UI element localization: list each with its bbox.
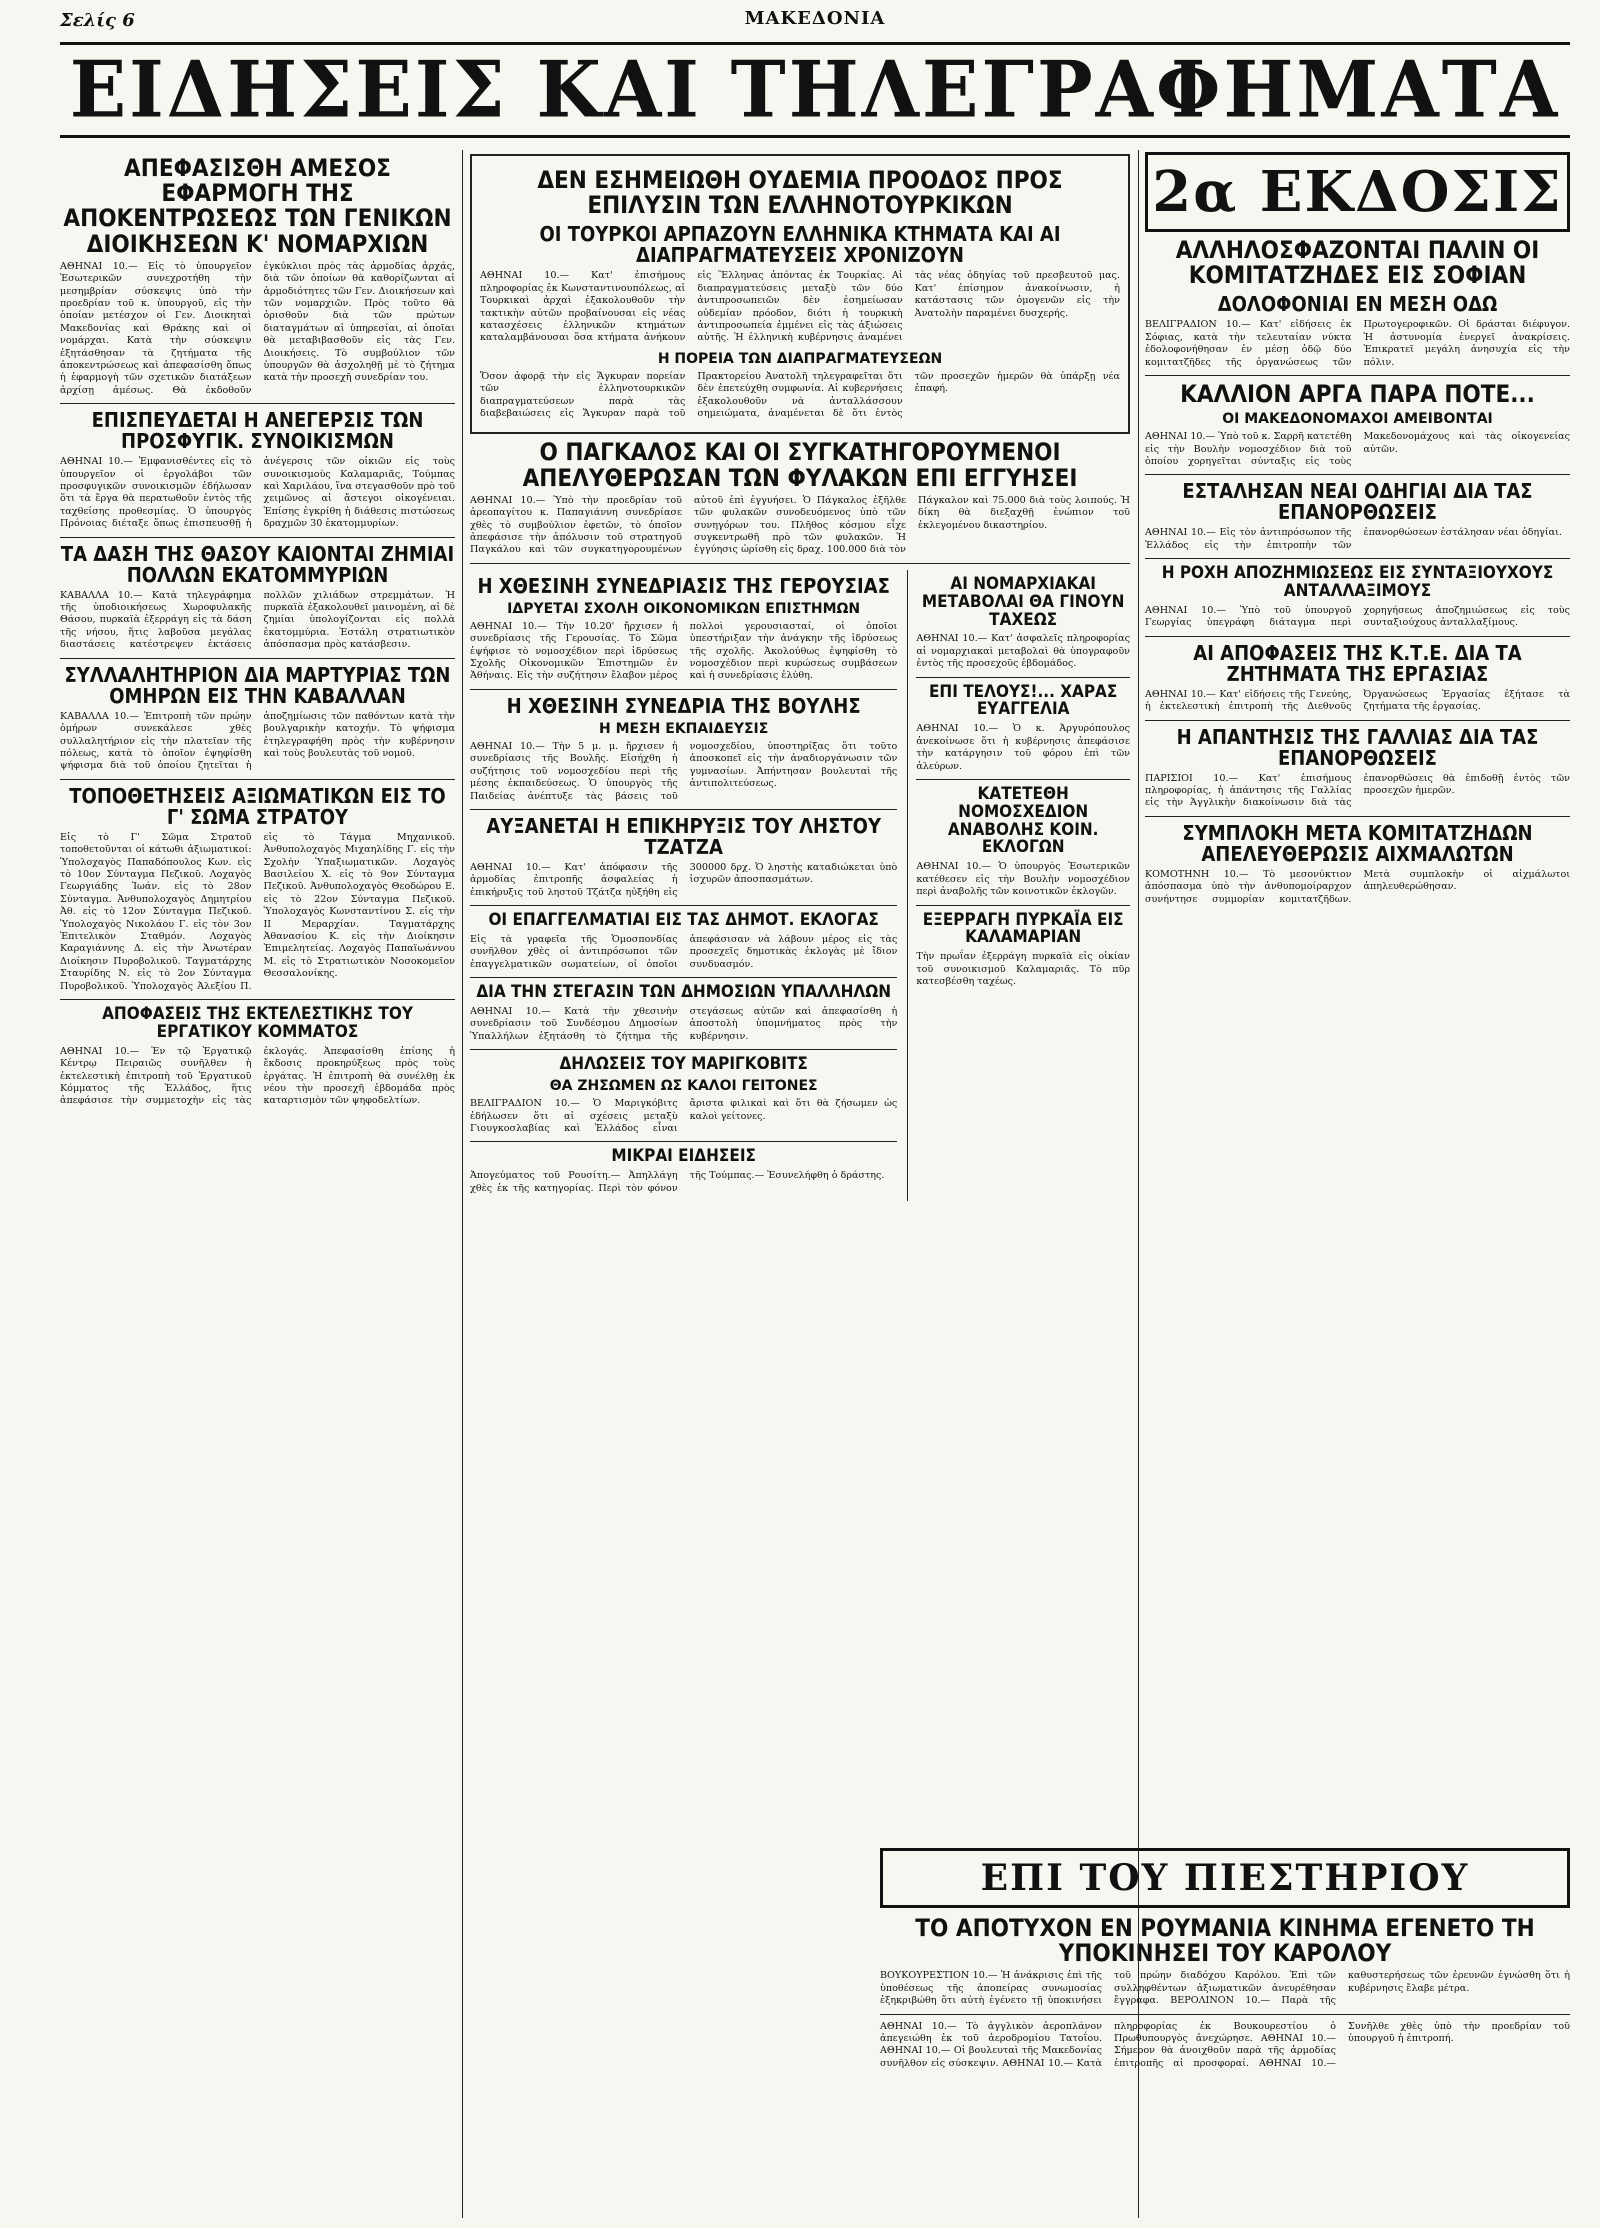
article-headline: ΑΥΞΑΝΕΤΑΙ Η ΕΠΙΚΗΡΥΞΙΣ ΤΟΥ ΛΗΣΤΟΥ ΤΖΑΤΖΑ (486, 813, 881, 859)
article (916, 783, 1130, 899)
masthead-title: ΕΙΔΗΣΕΙΣ ΚΑΙ ΤΗΛΕΓΡΑΦΗΜΑΤΑ (69, 44, 1561, 136)
article (470, 1056, 897, 1135)
article-headline: ΔΗΛΩΣΕΙΣ ΤΟΥ ΜΑΡΙΓΚΟΒΙΤΣ (559, 1054, 808, 1075)
article-headline: ΔΙΑ ΤΗΝ ΣΤΕΓΑΣΙΝ ΤΩΝ ΔΗΜΟΣΙΩΝ ΥΠΑΛΛΗΛΩΝ (476, 982, 892, 1003)
article-headline: ΜΙΚΡΑΙ ΕΙΔΗΣΕΙΣ (611, 1146, 756, 1167)
article-headline: ΣΥΛΛΑΛΗΤΗΡΙΟΝ ΔΙΑ ΜΑΡΤΥΡΙΑΣ ΤΩΝ ΟΜΗΡΩΝ ΕΙΣ ΤΗΝ ΚΑΒΑΛΛΑΝ (64, 662, 451, 708)
press-banner: ΕΠΙ ΤΟΥ ΠΙΕΣΤΗΡΙΟΥ (880, 1848, 1570, 1908)
article (470, 154, 1130, 434)
article-headline: Η ΧΘΕΣΙΝΗ ΣΥΝΕΔΡΙΑΣΙΣ ΤΗΣ ΓΕΡΟΥΣΙΑΣ (477, 573, 890, 598)
article (470, 573, 898, 683)
article-body: ΠΑΡΙΣΙΟΙ 10.— Κατ' ἐπισήμους πληροφορίας, ἡ ἀπάντησις τῆς Γαλλίας εἰς τὴν Ἀγγλικὴν διακοίνωσιν διὰ τὰς ἐπανορθώσεις θὰ ἐπιδοθῇ ἐντὸς τῶν προσεχῶν ἡμερῶν. (1145, 772, 1570, 809)
article (1145, 640, 1570, 714)
page-number: Σελίς 6 (60, 10, 135, 31)
article-subhead: ΟΙ ΜΑΚΕΔΟΝΟΜΑΧΟΙ ΑΜΕΙΒΟΝΤΑΙ (1222, 411, 1493, 428)
article-body: Ὅσον ἀφορᾷ τὴν εἰς Ἄγκυραν πορείαν τῶν ἑλληνοτουρκικῶν διαπραγματεύσεων παρὰ τὰς διαβεβαιώσεις εἰς Ἄγκυραν παρὰ τοῦ Πρακτορείου Ἀνατολῆ τηλεγραφεῖται ὅτι δὲν ἐπετεύχθη συμφωνία. Αἱ κυβερνήσεις ἐξακολουθοῦν νὰ ἀνταλλάσσουν σημειώματα, ἀναμένεται δὲ ὅτι ἐντὸς τῶν προσεχῶν ἡμερῶν θὰ ὑπάρξῃ νέα ἐπαφή. (480, 370, 1120, 420)
article-headline: ΟΙ ΕΠΑΓΓΕΛΜΑΤΙΑΙ ΕΙΣ ΤΑΣ ΔΗΜΟΤ. ΕΚΛΟΓΑΣ (488, 910, 879, 931)
center-lower-side (907, 570, 1130, 1201)
article (470, 693, 898, 803)
article-subhead: ΙΔΡΥΕΤΑΙ ΣΧΟΛΗ ΟΙΚΟΝΟΜΙΚΩΝ ΕΠΙΣΤΗΜΩΝ (507, 600, 861, 617)
article-body: Εἰς τὸ Γ' Σῶμα Στρατοῦ τοποθετοῦνται οἱ κάτωθι ἀξιωματικοί: Ὑπολοχαγὸς Παπαδόπουλος Κων. εἰς τὸ 10ον Σύνταγμα Πεζικοῦ. Λοχαγὸς Γεωργιάδης Ἰωάν. εἰς τὸ 28ον Σύνταγμα. Ἀνθυπολοχαγὸς Δημητρίου Ἀθ. εἰς τὸ 12ον Σύνταγμα Πεζικοῦ. Ὑπολοχαγὸς Νικολάου Γ. εἰς τὸν 3ον Ἐπιτελικὸν Σταθμόν. Λοχαγὸς Καραγιάννης Δ. εἰς τὴν Ἀνωτέραν Διοίκησιν Πυροβολικοῦ. Ταγματάρχης Σταυρίδης Ν. εἰς τὸ 2ον Σύνταγμα Πυροβολικοῦ. Ὑπολοχαγὸς Ἀλεξίου Π. εἰς τὸ Τάγμα Μηχανικοῦ. Ἀνθυπολοχαγὸς Μιχαηλίδης Γ. εἰς τὴν Σχολὴν Ὑπαξιωματικῶν. Λοχαγὸς Βασιλείου Χ. εἰς τὸ 9ον Σύνταγμα Πεζικοῦ. Ἀνθυπολοχαγὸς Θεοδώρου Ε. εἰς τὸ 22ον Σύνταγμα Πεζικοῦ. Ὑπολοχαγὸς Κωνσταντίνου Σ. εἰς τὴν ΙΙ Μεραρχίαν. Ταγματάρχης Ἀθανασίου Κ. εἰς τὴν Διοίκησιν Ἐπιμελητείας. Λοχαγὸς Παπαϊωάννου Μ. εἰς τὸ Στρατιωτικὸν Νοσοκομεῖον Θεσσαλονίκης. (60, 831, 455, 992)
article-body: ΚΟΜΟΤΗΝΗ 10.— Τὸ μεσονύκτιον ἀπόσπασμα ὑπὸ τὴν ἀνθυπομοίραρχον συνήντησε συμμορίαν κομιτατζῆδων. Μετὰ συμπλοκὴν οἱ αἰχμάλωτοι ἀπηλευθερώθησαν. (1145, 868, 1570, 905)
article-body: ΚΑΒΑΛΛΑ 10.— Κατὰ τηλεγράφημα τῆς ὑποδιοικήσεως Χωροφυλακῆς Θάσου, πυρκαϊὰ ἐξερράγη εἰς τὰ δάση τῆς νήσου, ἥτις λαβοῦσα μεγάλας διαστάσεις κατέστρεψεν ἐκτάσεις πολλῶν χιλιάδων στρεμμάτων. Ἡ πυρκαϊὰ ἐξακολουθεῖ μαινομένη, αἱ δὲ ζημίαι ὑπολογίζονται εἰς πολλὰ ἑκατομμύρια. Ἐστάλη στρατιωτικὸν ἀπόσπασμα πρὸς κατάσβεσιν. (60, 589, 455, 651)
article (916, 681, 1130, 773)
article-body: Ἀπογεύματος τοῦ Ρουσίτη.— Ἀπηλλάγη χθὲς ἐκ τῆς κατηγορίας. Περὶ τὸν φόνον τῆς Τούμπας.— Ἐσυνελήφθη ὁ δράστης. (470, 1170, 885, 1194)
column-divider (462, 150, 463, 2218)
center-lower-main (470, 570, 897, 1201)
article-body: ΑΘΗΝΑΙ 10.— Ὁ ὑπουργὸς Ἐσωτερικῶν κατέθεσεν εἰς τὴν Βουλὴν νομοσχέδιον περὶ ἀναβολῆς τῶν κοινοτικῶν ἐκλογῶν. (916, 861, 1130, 898)
article-body: ΒΕΛΙΓΡΑΔΙΟΝ 10.— Ὁ Μαριγκόβιτς ἐδήλωσεν ὅτι αἱ σχέσεις μεταξὺ Γιουγκοσλαβίας καὶ Ἑλλάδος εἶναι ἄριστα φιλικαὶ καὶ ὅτι θὰ ζήσωμεν ὡς καλοὶ γείτονες. (470, 1098, 898, 1134)
article (60, 662, 455, 773)
article-body: ΑΘΗΝΑΙ 10.— Ἐν τῷ Ἐργατικῷ Κέντρῳ Πειραιῶς συνῆλθεν ἡ ἐκτελεστικὴ ἐπιτροπὴ τοῦ Ἐργατικοῦ Κόμματος τῆς Ἑλλάδος, ἥτις ἀπεφάσισε τὴν συμμετοχὴν εἰς τὰς ἐκλογάς. Ἀπεφασίσθη ἐπίσης ἡ ἔκδοσις προκηρύξεως πρὸς τοὺς ἐργάτας. Ἡ ἐπιτροπὴ θὰ συνέλθῃ ἐκ νέου τὴν προσεχῆ ἑβδομάδα πρὸς καταρτισμὸν τῶν ψηφοδελτίων. (60, 1045, 455, 1107)
bottom-briefs: ΑΘΗΝΑΙ 10.— Τὸ ἀγγλικὸν ἀεροπλάνον ἀπεγειώθη ἐκ τοῦ ἀεροδρομίου Τατοΐου. ΑΘΗΝΑΙ 10.— Οἱ βουλευταὶ τῆς Μακεδονίας συνῆλθον εἰς σύσκεψιν. ΑΘΗΝΑΙ 10.— Κατὰ πληροφορίας ἐκ Βουκουρεστίου ὁ Πρωθυπουργὸς ἀνεχώρησε. ΑΘΗΝΑΙ 10.— Σήμερον θὰ ἀνοιχθοῦν παρὰ τῆς ἁρμοδίας ἐπιτροπῆς αἱ προσφοραί. ΑΘΗΝΑΙ 10.— Συνῆλθε χθὲς ὑπὸ τὴν προεδρίαν τοῦ ὑπουργοῦ ἡ ἐπιτροπή. (880, 2020, 1570, 2069)
article (60, 541, 455, 652)
article (470, 912, 897, 971)
article-headline: ΚΑΛΛΙΟΝ ΑΡΓΑ ΠΑΡΑ ΠΟΤΕ... (1180, 380, 1535, 408)
article (1145, 565, 1570, 630)
article (1145, 382, 1570, 468)
article-subhead: Η ΠΟΡΕΙΑ ΤΩΝ ΔΙΑΠΡΑΓΜΑΤΕΥΣΕΩΝ (657, 350, 943, 367)
article (470, 813, 898, 899)
article-body: ΑΘΗΝΑΙ 10.— Κατὰ τὴν χθεσινὴν συνεδρίασιν τοῦ Συνδέσμου Δημοσίων Ὑπαλλήλων ἐξητάσθη τὸ ζήτημα τῆς στεγάσεως αὐτῶν καὶ ἀπεφασίσθη ἡ ἀποστολὴ ὑπομνήματος πρὸς τὴν κυβέρνησιν. (470, 1006, 898, 1042)
article-headline: Η ΡΟΧΗ ΑΠΟΖΗΜΙΩΣΕΩΣ ΕΙΣ ΣΥΝΤΑΞΙΟΥΧΟΥΣ ΑΝΤΑΛΛΑΞΙΜΟΥΣ (1161, 563, 1554, 602)
article-headline: Η ΧΘΕΣΙΝΗ ΣΥΝΕΔΡΙΑ ΤΗΣ ΒΟΥΛΗΣ (506, 693, 861, 718)
article (60, 156, 455, 397)
article-headline: ΕΞΕΡΡΑΓΗ ΠΥΡΚΑΪΑ ΕΙΣ ΚΑΛΑΜΑΡΙΑΝ (922, 909, 1124, 948)
article-headline: ΕΣΤΑΛΗΣΑΝ ΝΕΑΙ ΟΔΗΓΙΑΙ ΔΙΑ ΤΑΣ ΕΠΑΝΟΡΘΩΣΕΙΣ (1182, 479, 1533, 525)
article-body: ΑΘΗΝΑΙ 10.— Κατ' εἰδήσεις τῆς Γενεύης, ἡ ἐκτελεστικὴ ἐπιτροπὴ τῆς Διεθνοῦς Ὀργανώσεως Ἐργασίας ἐξήτασε τὰ ζητήματα τῆς ἐργασίας. (1145, 688, 1570, 713)
article-headline: ΑΙ ΑΠΟΦΑΣΕΙΣ ΤΗΣ Κ.Τ.Ε. ΔΙΑ ΤΑ ΖΗΤΗΜΑΤΑ ΤΗΣ ΕΡΓΑΣΙΑΣ (1193, 640, 1522, 686)
article-body: ΑΘΗΝΑΙ 10.— Ὑπὸ τοῦ ὑπουργοῦ Γεωργίας ὑπεγράφη διάταγμα περὶ χορηγήσεως ἀποζημιώσεως εἰς τοὺς συνταξιούχους ἀνταλλαξίμους. (1145, 604, 1570, 629)
article-body: ΑΘΗΝΑΙ 10.— Κατ' ἀπόφασιν τῆς ἁρμοδίας ἐπιτροπῆς ἀσφαλείας ἡ ἐπικήρυξις τοῦ ληστοῦ Τζάτζα ηὐξήθη εἰς 300000 δρχ. Ὁ ληστὴς καταδιώκεται ὑπὸ ἰσχυρῶν ἀποσπασμάτων. (470, 861, 898, 898)
article-body: ΑΘΗΝΑΙ 10.— Κατ' ἀσφαλεῖς πληροφορίας αἱ νομαρχιακαὶ μεταβολαὶ θὰ ὑπογραφοῦν ἐντὸς τῆς προσεχοῦς ἑβδομάδος. (916, 633, 1130, 670)
article-headline: ΑΙ ΝΟΜΑΡΧΙΑΚΑΙ ΜΕΤΑΒΟΛΑΙ ΘΑ ΓΙΝΟΥΝ ΤΑΧΕΩΣ (921, 573, 1125, 630)
article-headline: ΚΑΤΕΤΕΘΗ ΝΟΜΟΣΧΕΔΙΟΝ ΑΝΑΒΟΛΗΣ ΚΟΙΝ. ΕΚΛΟΓΩΝ (947, 783, 1099, 858)
column-left (60, 150, 455, 2218)
article-body: ΑΘΗΝΑΙ 10.— Τὴν 5 μ. μ. ἤρχισεν ἡ συνεδρίασις τῆς Βουλῆς. Εἰσήχθη ἡ συζήτησις τοῦ νομοσχεδίου περὶ τῆς μέσης ἐκπαιδεύσεως. Ὁ ὑπουργὸς τῆς Παιδείας ἀνέπτυξε τὰς βάσεις τοῦ νομοσχεδίου, ὑποστηρίξας ὅτι τοῦτο ἀποσκοπεῖ εἰς τὴν ἀναδιοργάνωσιν τῶν γυμνασίων. Ἀπήντησαν βουλευταὶ τῆς ἀντιπολιτεύσεως. (470, 740, 898, 802)
article-subhead: ΘΑ ΖΗΣΩΜΕΝ ΩΣ ΚΑΛΟΙ ΓΕΙΤΟΝΕΣ (549, 1078, 818, 1095)
article (470, 1148, 897, 1195)
article-headline: ΣΥΜΠΛΟΚΗ ΜΕΤΑ ΚΟΜΙΤΑΤΖΗΔΩΝ ΑΠΕΛΕΥΘΕΡΩΣΙΣ ΑΙΧΜΑΛΩΤΩΝ (1182, 820, 1533, 866)
article-headline: ΑΠΕΦΑΣΙΣΘΗ ΑΜΕΣΟΣ ΕΦΑΡΜΟΓΗ ΤΗΣ ΑΠΟΚΕΝΤΡΩΣΕΩΣ ΤΩΝ ΓΕΝΙΚΩΝ ΔΙΟΙΚΗΣΕΩΝ Κ' ΝΟΜΑΡΧΙΩΝ (63, 154, 452, 258)
article-body: ΑΘΗΝΑΙ 10.— Εἰς τὸν ἀντιπρόσωπον τῆς Ἑλλάδος εἰς τὴν ἐπιτροπὴν τῶν ἐπανορθώσεων ἐστάλησαν νέαι ὁδηγίαι. (1145, 527, 1562, 551)
section-masthead (60, 42, 1570, 138)
article-body: ΑΘΗΝΑΙ 10.— Τὴν 10.20' ἤρχισεν ἡ συνεδρίασις τῆς Γερουσίας. Τὸ Σῶμα ἐψήφισε τὸ νομοσχέδιον περὶ ἱδρύσεως Σχολῆς Οἰκονομικῶν Ἐπιστημῶν ἐν Ἀθήναις. Εἰς τὴν συζήτησιν ἔλαβον μέρος πολλοὶ γερουσιασταί, οἱ ὁποῖοι ὑπεστήριξαν τὴν ἀνάγκην τῆς ἱδρύσεως τῆς σχολῆς. Ἀκολούθως ἐψηφίσθη τὸ νομοσχέδιον περὶ κυρώσεως συμβάσεων καὶ ἡ συνεδρίασις ἐλύθη. (470, 620, 898, 682)
article (916, 909, 1130, 989)
article (1145, 724, 1570, 810)
article-headline: ΑΠΟΦΑΣΕΙΣ ΤΗΣ ΕΚΤΕΛΕΣΤΙΚΗΣ ΤΟΥ ΕΡΓΑΤΙΚΟΥ ΚΟΜΜΑΤΟΣ (102, 1004, 413, 1042)
article-headline: ΔΕΝ ΕΣΗΜΕΙΩΘΗ ΟΥΔΕΜΙΑ ΠΡΟΟΔΟΣ ΠΡΟΣ ΕΠΙΛΥΣΙΝ ΤΩΝ ΕΛΛΗΝΟΤΟΥΡΚΙΚΩΝ (537, 166, 1063, 220)
article-headline: Η ΑΠΑΝΤΗΣΙΣ ΤΗΣ ΓΑΛΛΙΑΣ ΔΙΑ ΤΑΣ ΕΠΑΝΟΡΘΩΣΕΙΣ (1176, 724, 1539, 770)
article-body: ΑΘΗΝΑΙ 10.— Κατ' ἐπισήμους πληροφορίας ἐκ Κωνσταντινουπόλεως, αἱ Τουρκικαὶ ἀρχαὶ ἐξακολουθοῦν τὴν τακτικὴν αὐτῶν προβαίνουσαι εἰς νέας κατασχέσεις ἑλληνικῶν κτημάτων καταλαμβάνουσαι ὅσα κτήματα ἀνήκουν εἰς Ἕλληνας ἀπόντας ἐκ Τουρκίας. Αἱ διαπραγματεύσεις μεταξὺ τῶν δύο ἀντιπροσωπειῶν δὲν ἐσημείωσαν οὐδεμίαν πρόοδον, διότι ἡ τουρκικὴ ἀντιπροσωπεία ἐμμένει εἰς τὰς ἀξιώσεις αὐτῆς. Ἡ ἑλληνικὴ κυβέρνησις ἀναμένει τὰς νέας ὁδηγίας τοῦ πρεσβευτοῦ μας. Κατ' ἐπίσημον ἀνακοίνωσιν, ἡ κατάστασις τῶν ὁμογενῶν εἰς τὴν Ἀνατολὴν παραμένει δυσχερής. (480, 270, 1120, 344)
article-body: ΑΘΗΝΑΙ 10.— Ὑπὸ τὴν προεδρίαν τοῦ ἀρεοπαγίτου κ. Παπαγιάννη συνεδρίασε χθὲς τὸ συμβούλιον ἐφετῶν, τὸ ὁποῖον ἀπεφάσισε τὴν ἀπόλυσιν τοῦ στρατηγοῦ Παγκάλου καὶ τῶν συγκατηγορουμένων αὐτοῦ ἐπὶ ἐγγυήσει. Ὁ Πάγκαλος ἐξῆλθε τῶν φυλακῶν συνοδευόμενος ὑπὸ τῶν συνηγόρων του. Πλῆθος κόσμου εἶχε συγκεντρωθῆ πρὸ τῶν φυλακῶν. Ἡ ἐγγύησις ὡρίσθη εἰς δραχ. 100.000 διὰ τὸν Πάγκαλον καὶ 75.000 διὰ τοὺς λοιπούς. Ἡ δίκη θὰ διεξαχθῇ ἐνώπιον τοῦ ἐκλεγομένου δικαστηρίου. (470, 494, 1130, 556)
running-head (60, 8, 1570, 30)
article-subhead: ΟΙ ΤΟΥΡΚΟΙ ΑΡΠΑΖΟΥΝ ΕΛΛΗΝΙΚΑ ΚΤΗΜΑΤΑ ΚΑΙ ΑΙ ΔΙΑΠΡΑΓΜΑΤΕΥΣΕΙΣ ΧΡΟΝΙΖΟΥΝ (539, 222, 1061, 268)
article (1145, 238, 1570, 369)
article (1145, 820, 1570, 906)
article-body: ΑΘΗΝΑΙ 10.— Ὁ κ. Ἀργυρόπουλος ἀνεκοίνωσε ὅτι ἡ κυβέρνησις ἀπεφάσισε τὴν κατάργησιν τοῦ φόρου ἐπὶ τῶν ἀλεύρων. (916, 723, 1130, 772)
article-headline: ΕΠΙ ΤΕΛΟΥΣ!... ΧΑΡΑΣ ΕΥΑΓΓΕΛΙΑ (928, 681, 1118, 720)
article (60, 410, 455, 530)
article-headline: ΤΟΠΟΘΕΤΗΣΕΙΣ ΑΞΙΩΜΑΤΙΚΩΝ ΕΙΣ ΤΟ Γ' ΣΩΜΑ ΣΤΡΑΤΟΥ (69, 783, 446, 829)
article-body: ΑΘΗΝΑΙ 10.— Ὑπὸ τοῦ κ. Σαρρῆ κατετέθη εἰς τὴν Βουλὴν νομοσχέδιον διὰ τοῦ ὁποίου χορηγεῖται σύνταξις εἰς τοὺς Μακεδονομάχους καὶ τὰς οἰκογενείας αὐτῶν. (1145, 431, 1570, 467)
article-headline: ΑΛΛΗΛΟΣΦΑΖΟΝΤΑΙ ΠΑΛΙΝ ΟΙ ΚΟΜΙΤΑΤΖΗΔΕΣ ΕΙΣ ΣΟΦΙΑΝ (1175, 236, 1540, 290)
article (60, 1006, 455, 1108)
article (470, 984, 897, 1043)
article-body: ΑΘΗΝΑΙ 10.— Εἰς τὸ ὑπουργεῖον Ἐσωτερικῶν συνεχροτήθη τὴν μεσημβρίαν σύσκεψις ὑπὸ τὴν προεδρίαν τοῦ κ. ὑπουργοῦ, εἰς τὴν ὁποίαν μετέσχον οἱ Γεν. Διοικηταὶ Μακεδονίας καὶ Θράκης καὶ οἱ νομάρχαι. Κατὰ τὴν σύσκεψιν ἐξητάσθησαν τὰ ζητήματα τῆς ἀποκεντρώσεως καὶ ἀπεφασίσθη ὅπως ἡ ἐφαρμογὴ τῶν σχετικῶν διατάξεων ἀρχίσῃ ἀμέσως. Θὰ ἐκδοθοῦν ἐγκύκλιοι πρὸς τὰς ἁρμοδίας ἀρχάς, διὰ τῶν ὁποίων θὰ καθορίζωνται αἱ ἁρμοδιότητες τῶν Γεν. Διοικήσεων καὶ τῶν νομαρχιῶν. Πρὸς τοῦτο θὰ ὁρισθοῦν διὰ τῶν πρώτων διαταγμάτων αἱ ὑπηρεσίαι, αἱ ὁποῖαι θὰ μεταβιβασθοῦν εἰς τὰς Γεν. Διοικήσεις. Τὸ συμβούλιον τῶν ὑπουργῶν θὰ ἀσχοληθῇ μὲ τὸ ζήτημα κατὰ τὴν προσεχῆ συνεδρίαν του. (60, 260, 455, 396)
article-headline: Ο ΠΑΓΚΑΛΟΣ ΚΑΙ ΟΙ ΣΥΓΚΑΤΗΓΟΡΟΥΜΕΝΟΙ ΑΠΕΛΥΘΕΡΩΣΑΝ ΤΩΝ ΦΥΛΑΚΩΝ ΕΠΙ ΕΓΓΥΗΣΕΙ (522, 438, 1078, 492)
article-body: ΒΕΛΙΓΡΑΔΙΟΝ 10.— Κατ' εἰδήσεις ἐκ Σόφιας, κατὰ τὴν τελευταίαν νύκτα ἐδολοφονήθησαν ἐν μέσῃ ὁδῷ δύο κομιτατζῆδες τῆς ὀργανώσεως τῶν Πρωτογεροφικῶν. Οἱ δράσται διέφυγον. Ἡ ἀστυνομία ἐνεργεῖ ἀνακρίσεις. Ἐπικρατεῖ μεγάλη ἀνησυχία εἰς τὴν πόλιν. (1145, 319, 1570, 368)
article-body: ΑΘΗΝΑΙ 10.— Ἐμφανισθέντες εἰς τὸ ὑπουργεῖον οἱ ἐργολάβοι τῶν προσφυγικῶν συνοικισμῶν ἐδήλωσαν ὅτι τὰ ἔργα θὰ περατωθοῦν ἐντὸς τῆς ταχθείσης προθεσμίας. Ὁ ὑπουργὸς Πρόνοιας διέταξε ὅπως ἐπισπευσθῇ ἡ ἀνέγερσις τῶν οἰκιῶν εἰς τοὺς συνοικισμοὺς Καλαμαριᾶς, Τούμπας καὶ Χαριλάου, ἵνα στεγασθοῦν πρὸ τοῦ χειμῶνος αἱ ἄστεγοι οἰκογένειαι. Ἐπίσης ἐγκρίθη ἡ διάθεσις πιστώσεως δραχμῶν 30 ἑκατομμυρίων. (60, 456, 455, 530)
article (470, 440, 1130, 556)
press-section (880, 1840, 1570, 2076)
article (60, 783, 455, 993)
article-headline: ΤΑ ΔΑΣΗ ΤΗΣ ΘΑΣΟΥ ΚΑΙΟΝΤΑΙ ΖΗΜΙΑΙ ΠΟΛΛΩΝ ΕΚΑΤΟΜΜΥΡΙΩΝ (60, 541, 455, 587)
article (916, 573, 1130, 671)
article-body: ΚΑΒΑΛΛΑ 10.— Ἐπιτροπὴ τῶν πρώην ὁμήρων συνεκάλεσε χθὲς συλλαλητήριον εἰς τὴν πλατεῖαν τῆς πόλεως, κατὰ τὸ ὁποῖον ἐψηφίσθη ψήφισμα διὰ τοῦ ὁποίου ζητεῖται ἡ ἀποζημίωσις τῶν παθόντων κατὰ τὴν βουλγαρικὴν κατοχήν. Τὸ ψήφισμα ἐτηλεγραφήθη πρὸς τὴν κυβέρνησιν καὶ τοὺς βουλευτὰς τοῦ νομοῦ. (60, 710, 455, 772)
article (1145, 481, 1570, 552)
article-body: ΒΟΥΚΟΥΡΕΣΤΙΟΝ 10.— Ἡ ἀνάκρισις ἐπὶ τῆς ὑποθέσεως τῆς ἀποπείρας συνωμοσίας ἐξηκριβώθη ὅτι αὐτὴ ἐγένετο τῇ ὑποκινήσει τοῦ πρώην διαδόχου Καρόλου. Ἐπὶ τῶν συλληφθέντων ἀξιωματικῶν ἀνευρέθησαν ἔγγραφα. ΒΕΡΟΛΙΝΟΝ 10.— Παρὰ τῆς καθυστερήσεως τῶν ἐρευνῶν ἐγνώσθη ὅτι ἡ κυβέρνησις ἔλαβε μέτρα. (880, 1970, 1570, 2007)
article-body: Εἰς τὰ γραφεῖα τῆς Ὁμοσπονδίας συνῆλθον χθὲς οἱ ἀντιπρόσωποι τῶν ἐπαγγελματικῶν σωματείων, οἱ ὁποῖοι ἀπεφάσισαν νὰ λάβουν μέρος εἰς τὰς προσεχεῖς δημοτικὰς ἐκλογὰς μὲ ἴδιον συνδυασμόν. (470, 933, 898, 970)
article-headline: ΕΠΙΣΠΕΥΔΕΤΑΙ Η ΑΝΕΓΕΡΣΙΣ ΤΩΝ ΠΡΟΣΦΥΓΙΚ. ΣΥΝΟΙΚΙΣΜΩΝ (91, 408, 424, 454)
article-subhead: ΔΟΛΟΦΟΝΙΑΙ ΕΝ ΜΕΣΗ ΟΔΩ (1217, 292, 1498, 317)
edition-banner: 2α ΕΚΔΟΣΙΣ (1145, 152, 1570, 232)
article-body: Τὴν πρωΐαν ἐξερράγη πυρκαϊὰ εἰς οἰκίαν τοῦ συνοικισμοῦ Καλαμαριᾶς. Τὸ πῦρ κατεσβέσθη ταχέως. (916, 951, 1130, 987)
center-lower (470, 570, 1130, 1201)
article-subhead: Η ΜΕΣΗ ΕΚΠΑΙΔΕΥΣΙΣ (599, 720, 769, 737)
article-headline: ΤΟ ΑΠΟΤΥΧΟΝ ΕΝ ΡΟΥΜΑΝΙΑ ΚΙΝΗΜΑ ΕΓΕΝΕΤΟ ΤΗ ΥΠΟΚΙΝΗΣΕΙ ΤΟΥ ΚΑΡΟΛΟΥ (915, 1914, 1535, 1968)
paper-name: ΜΑΚΕΔΟΝΙΑ (744, 8, 886, 29)
